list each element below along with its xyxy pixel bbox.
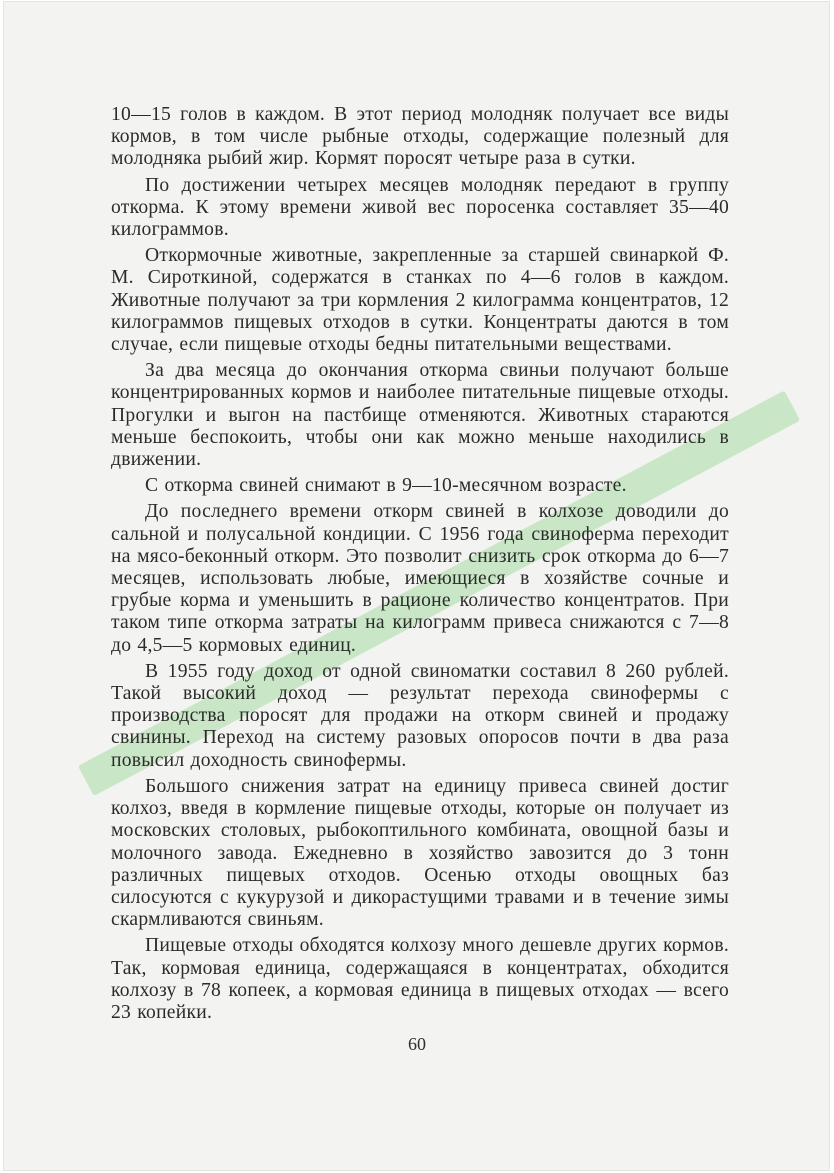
paragraph-2: По достижении четырех месяцев молодняк передают в группу откорма. К этому времени живой вес поросенка составляет 35—40 килограммов. <box>111 174 729 241</box>
page-number: 60 <box>408 1034 426 1054</box>
paragraph-9: Пищевые отходы обходятся колхозу много дешевле других кормов. Так, кормовая единица, содержащаяся в концентратах, обходится колхозу в 78 копеек, а кормовая единица в пищевых отходах — всего 23 копейки. <box>111 935 729 1023</box>
document-body <box>111 104 729 1028</box>
paragraph-6: До последнего времени откорм свиней в колхозе доводили до сальной и полусальной кондиции. С 1956 года свиноферма переходит на мясо-беконный откорм. Это позволит снизить срок откорма до 6—7 месяцев, использовать любые, имеющиеся в хозяйстве сочные и грубые корма и уменьшить в рационе количество концентратов. При таком типе откорма затраты на килограмм привеса снижаются с 7—8 до 4,5—5 кормовых единиц. <box>111 501 729 656</box>
paragraph-7: В 1955 году доход от одной свиноматки составил 8 260 рублей. Такой высокий доход — результат перехода свинофермы с производства поросят для продажи на откорм свиней и продажу свинины. Переход на систему разовых опоросов почти в два раза повысил доходность свинофермы. <box>111 660 729 771</box>
paragraph-3: Откормочные животные, закрепленные за старшей свинаркой Ф. М. Сироткиной, содержатся в станках по 4—6 голов в каждом. Животные получают за три кормления 2 килограмма концентратов, 12 килограммов пищевых отходов в сутки. Концентраты даются в том случае, если пищевые отходы бедны питательными веществами. <box>111 245 729 356</box>
paragraph-4: За два месяца до окончания откорма свиньи получают больше концентрированных кормов и наиболее питательные пищевые отходы. Прогулки и выгон на пастбище отменяются. Животных стараются меньше беспокоить, чтобы они как можно меньше находились в движении. <box>111 360 729 471</box>
paragraph-5: С откорма свиней снимают в 9—10-месячном возрасте. <box>145 475 627 497</box>
paragraph-8: Большого снижения затрат на единицу привеса свиней достиг колхоз, введя в кормление пищевые отходы, которые он получает из московских столовых, рыбокоптильного комбината, овощной базы и молочного завода. Ежедневно в хозяйство завозится до 3 тонн различных пищевых отходов. Осенью отходы овощных баз силосуются с кукурузой и дикорастущими травами и в течение зимы скармливаются свиньям. <box>111 775 729 931</box>
paragraph-1: 10—15 голов в каждом. В этот период молодняк получает все виды кормов, в том числе рыбные отходы, содержащие полезный для молодняка рыбий жир. Кормят поросят четыре раза в сутки. <box>111 104 729 170</box>
